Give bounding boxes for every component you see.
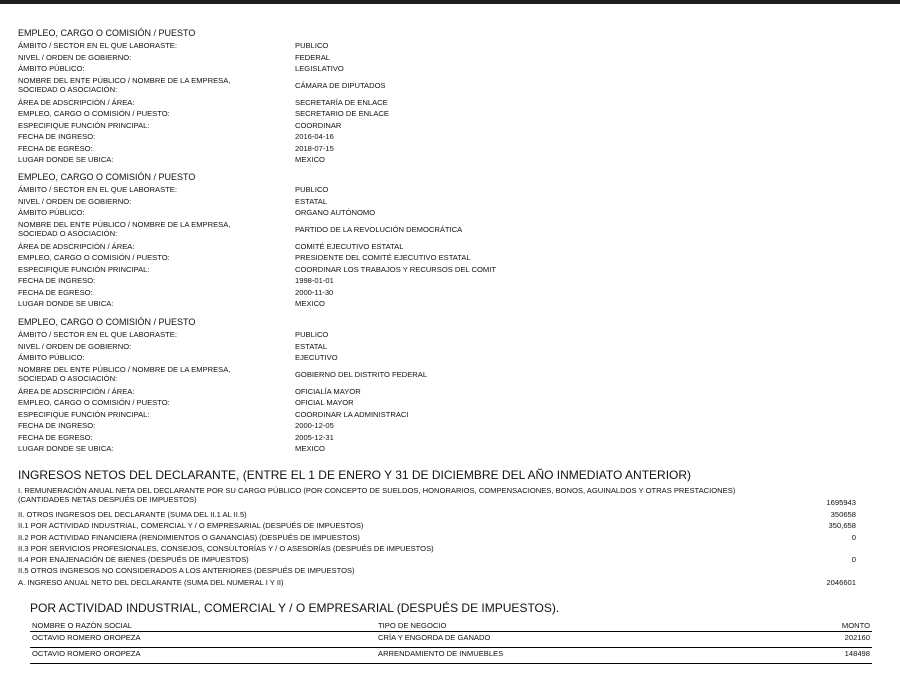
row-empleo (18, 397, 878, 409)
ingreso-value (736, 565, 856, 576)
row-ente (18, 364, 878, 386)
label: ÁMBITO / SECTOR EN EL QUE LABORASTE: (18, 185, 177, 194)
value: COMITÉ EJECUTIVO ESTATAL (295, 241, 404, 251)
label: ÁREA DE ADSCRIPCIÓN / ÁREA: (18, 97, 135, 107)
label: NIVEL / ORDEN DE GOBIERNO: (18, 196, 132, 206)
empleo-title: EMPLEO, CARGO O COMISIÓN / PUESTO (18, 317, 196, 327)
empleo-title: EMPLEO, CARGO O COMISIÓN / PUESTO (18, 28, 196, 38)
value: PRESIDENTE DEL COMITÉ EJECUTIVO ESTATAL (295, 253, 471, 262)
ingreso-label: II.5 OTROS INGRESOS NO CONSIDERADOS A LOS ANTERIORES (DESPUÉS DE IMPUESTOS) (18, 566, 355, 576)
label-line: NOMBRE DEL ENTE PÚBLICO / NOMBRE DE LA EMPRESA, (18, 76, 231, 85)
label: LUGAR DONDE SE UBICA: (18, 299, 114, 308)
label: FECHA DE EGRESO: (18, 143, 93, 153)
label: FECHA DE INGRESO: (18, 421, 96, 430)
table-header-row (30, 620, 872, 631)
value: MEXICO (295, 155, 325, 164)
label-line: NOMBRE DEL ENTE PÚBLICO / NOMBRE DE LA EMPRESA, (18, 365, 231, 374)
ingresos-title: INGRESOS NETOS DEL DECLARANTE, (ENTRE EL 1 DE ENERO Y 31 DE DICIEMBRE DEL AÑO INMEDIATO ANTERIOR) (18, 468, 692, 482)
value: FEDERAL (295, 52, 331, 62)
table-cell: CRÍA Y ENGORDA DE GANADO (378, 632, 491, 642)
row-funcion (18, 264, 878, 276)
actividad-table (30, 620, 872, 664)
value: ORGANO AUTÓNOMO (295, 208, 376, 217)
value: MEXICO (295, 299, 325, 308)
label: FECHA DE INGRESO: (18, 276, 96, 285)
row-lugar (18, 154, 878, 166)
ingreso-row (18, 520, 856, 531)
row-ente (18, 75, 878, 97)
label: ESPECIFIQUE FUNCIÓN PRINCIPAL: (18, 120, 150, 130)
value: OFICIAL MAYOR (295, 398, 354, 407)
table-row (30, 647, 872, 663)
row-lugar (18, 298, 878, 310)
table-row (30, 631, 872, 647)
row-ingreso (18, 275, 878, 287)
label: NIVEL / ORDEN DE GOBIERNO: (18, 52, 132, 62)
row-empleo (18, 252, 878, 264)
ingreso-value (736, 543, 856, 554)
ingreso-label: II.2 POR ACTIVIDAD FINANCIERA (RENDIMIENTOS O GANANCIAS) (DESPUÉS DE IMPUESTOS) (18, 532, 360, 542)
ingreso-label: II.3 POR SERVICIOS PROFESIONALES, CONSEJOS, CONSULTORÍAS Y / O ASESORÍAS (DESPUÉS DE IMPUESTOS) (18, 543, 434, 553)
ingreso-row (18, 554, 856, 565)
value: 2018-07-15 (295, 143, 334, 153)
table-cell: 202160 (844, 632, 870, 642)
row-area (18, 97, 878, 109)
label: ESPECIFIQUE FUNCIÓN PRINCIPAL: (18, 409, 150, 419)
value: SECRETARÍA DE ENLACE (295, 97, 388, 107)
value: PUBLICO (295, 41, 329, 50)
row-nivel (18, 196, 878, 208)
label: ÁREA DE ADSCRIPCIÓN / ÁREA: (18, 241, 135, 251)
ingreso-row (18, 543, 856, 554)
value: 2005-12-31 (295, 432, 334, 442)
label: ÁMBITO / SECTOR EN EL QUE LABORASTE: (18, 330, 177, 339)
ingreso-value: 0 (851, 555, 856, 565)
row-funcion (18, 409, 878, 421)
ingreso-value: 2046601 (826, 577, 856, 587)
ingreso-value: 0 (851, 532, 856, 542)
ingreso-row (18, 532, 856, 543)
row-egreso (18, 287, 878, 299)
value: PARTIDO DE LA REVOLUCIÓN DEMOCRÁTICA (295, 225, 463, 234)
empleo-block-1 (18, 27, 878, 166)
row-nivel (18, 341, 878, 353)
label-line: SOCIEDAD O ASOCIACIÓN: (18, 373, 118, 383)
row-empleo (18, 108, 878, 120)
ingreso-row (18, 509, 856, 520)
table-cell: OCTAVIO ROMERO OROPEZA (32, 648, 141, 658)
label (18, 77, 295, 94)
ingreso-row (18, 577, 856, 588)
value: PUBLICO (295, 330, 329, 339)
value: 2016-04-16 (295, 132, 334, 141)
row-area (18, 241, 878, 253)
ingreso-value: 350,658 (828, 521, 856, 531)
row-ambito-sector (18, 329, 878, 341)
row-ambito-sector (18, 184, 878, 196)
value: LEGISLATIVO (295, 64, 344, 73)
value: ESTATAL (295, 196, 328, 206)
row-area (18, 386, 878, 398)
table-cell: ARRENDAMIENTO DE INMUEBLES (378, 648, 504, 658)
label (18, 366, 295, 383)
empleo-block-2 (18, 171, 878, 310)
ingreso-value: 1695943 (826, 497, 856, 507)
label: ÁREA DE ADSCRIPCIÓN / ÁREA: (18, 386, 135, 396)
label: EMPLEO, CARGO O COMISIÓN / PUESTO: (18, 253, 170, 262)
label: EMPLEO, CARGO O COMISIÓN / PUESTO: (18, 109, 170, 118)
ingreso-label: I. REMUNERACIÓN ANUAL NETA DEL DECLARANTE POR SU CARGO PÚBLICO (POR CONCEPTO DE SUELDOS, HONORARIOS, COMPENSACIONES, BONOS, AGUINALDOS Y OTRAS PRESTACIONES) (CANTIDADES NETAS DESPUÉS DE IMPUESTOS) (18, 486, 736, 504)
value: COORDINAR LA ADMINISTRACI (295, 409, 409, 419)
row-ambito-publico (18, 207, 878, 219)
value: EJECUTIVO (295, 353, 338, 362)
label: FECHA DE INGRESO: (18, 132, 96, 141)
label: FECHA DE EGRESO: (18, 287, 93, 297)
actividad-title: POR ACTIVIDAD INDUSTRIAL, COMERCIAL Y / O EMPRESARIAL (DESPUÉS DE IMPUESTOS). (30, 601, 560, 615)
row-funcion (18, 120, 878, 132)
label-line: SOCIEDAD O ASOCIACIÓN: (18, 84, 118, 94)
label: ÁMBITO PÚBLICO: (18, 353, 85, 362)
ingreso-row (18, 565, 856, 576)
label: NIVEL / ORDEN DE GOBIERNO: (18, 341, 132, 351)
row-ingreso (18, 131, 878, 143)
ingreso-row (18, 486, 856, 509)
value: 2000-12-05 (295, 421, 334, 430)
ingreso-label: II.1 POR ACTIVIDAD INDUSTRIAL, COMERCIAL Y / O EMPRESARIAL (DESPUÉS DE IMPUESTOS) (18, 521, 364, 531)
column-header: MONTO (841, 620, 870, 630)
ingreso-label: II. OTROS INGRESOS DEL DECLARANTE (SUMA DEL II.1 AL II.5) (18, 510, 247, 519)
label: ESPECIFIQUE FUNCIÓN PRINCIPAL: (18, 264, 150, 274)
row-ente (18, 219, 878, 241)
label (18, 221, 295, 238)
value: GOBIERNO DEL DISTRITO FEDERAL (295, 370, 428, 379)
label: LUGAR DONDE SE UBICA: (18, 444, 114, 453)
table-cell: OCTAVIO ROMERO OROPEZA (32, 632, 141, 642)
row-lugar (18, 443, 878, 455)
row-egreso (18, 432, 878, 444)
ingreso-value: 350658 (830, 510, 856, 519)
ingreso-label: A. INGRESO ANUAL NETO DEL DECLARANTE (SUMA DEL NUMERAL I Y II) (18, 577, 284, 587)
label: EMPLEO, CARGO O COMISIÓN / PUESTO: (18, 398, 170, 407)
row-ambito-publico (18, 352, 878, 364)
value: 1998-01-01 (295, 276, 334, 285)
value: ESTATAL (295, 341, 328, 351)
label: ÁMBITO / SECTOR EN EL QUE LABORASTE: (18, 41, 177, 50)
ingreso-label: II.4 POR ENAJENACIÓN DE BIENES (DESPUÉS DE IMPUESTOS) (18, 555, 249, 565)
value: OFICIALÍA MAYOR (295, 386, 361, 396)
label-line: NOMBRE DEL ENTE PÚBLICO / NOMBRE DE LA EMPRESA, (18, 220, 231, 229)
label: ÁMBITO PÚBLICO: (18, 208, 85, 217)
empleo-title: EMPLEO, CARGO O COMISIÓN / PUESTO (18, 172, 196, 182)
label: LUGAR DONDE SE UBICA: (18, 155, 114, 164)
ingresos-list (18, 486, 856, 588)
value: COORDINAR (295, 120, 342, 130)
value: CÁMARA DE DIPUTADOS (295, 81, 386, 90)
row-ambito-sector (18, 40, 878, 52)
value: MEXICO (295, 444, 325, 453)
empleo-block-3 (18, 316, 878, 455)
value: SECRETARIO DE ENLACE (295, 109, 389, 118)
column-header: NOMBRE O RAZÓN SOCIAL (32, 620, 132, 630)
label: ÁMBITO PÚBLICO: (18, 64, 85, 73)
row-ingreso (18, 420, 878, 432)
label: FECHA DE EGRESO: (18, 432, 93, 442)
row-ambito-publico (18, 63, 878, 75)
row-nivel (18, 52, 878, 64)
value: 2000-11-30 (295, 287, 334, 297)
value: PUBLICO (295, 185, 329, 194)
table-cell: 148498 (844, 648, 870, 658)
top-bar (0, 0, 900, 4)
value: COORDINAR LOS TRABAJOS Y RECURSOS DEL COMIT (295, 264, 496, 274)
label-line: SOCIEDAD O ASOCIACIÓN: (18, 228, 118, 238)
column-header: TIPO DE NEGOCIO (378, 620, 447, 630)
row-egreso (18, 143, 878, 155)
